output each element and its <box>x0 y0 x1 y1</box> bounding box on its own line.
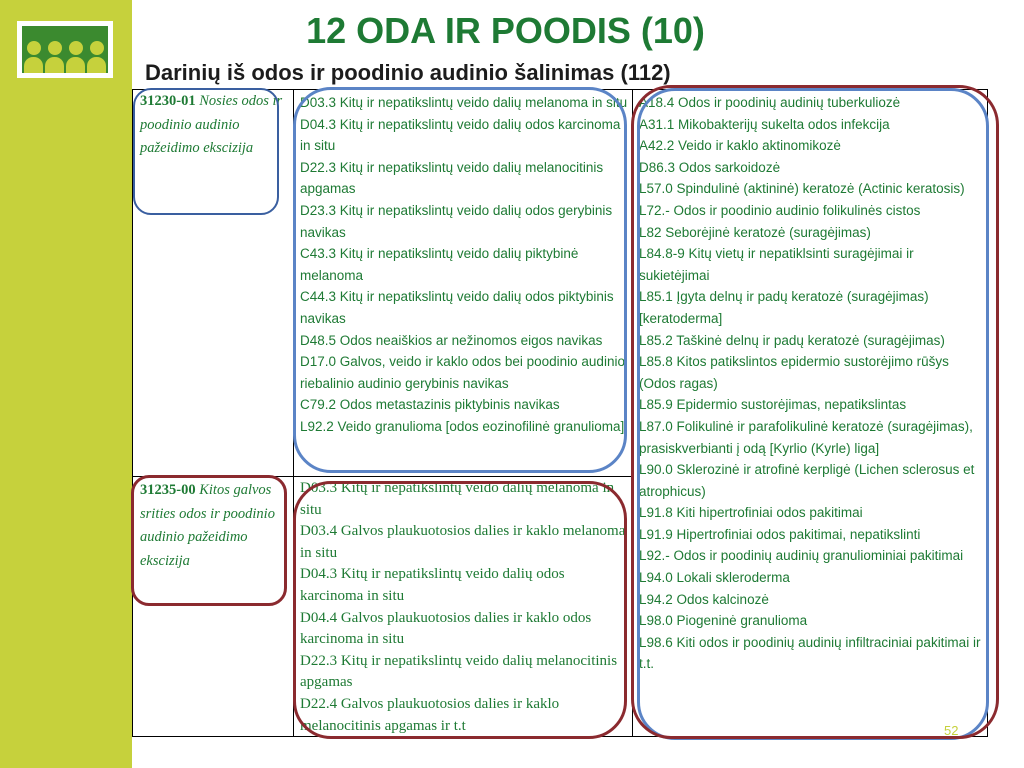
diagnosis-item: C43.3 Kitų ir nepatikslintų veido dalių piktybinė melanoma <box>300 246 579 283</box>
diagnosis-item: L82 Seborėjinė keratozė (suragėjimas) <box>639 224 871 240</box>
diagnosis-item: L98.6 Kiti odos ir poodinių audinių infiltraciniai pakitimai ir t.t. <box>639 634 981 672</box>
diagnosis-item: A31.1 Mikobakterijų sukelta odos infekcija <box>639 116 890 132</box>
diagnosis-item: L92.- Odos ir poodinių audinių granuliominiai pakitimai <box>639 548 964 564</box>
highlight-ring-blue <box>133 88 279 215</box>
procedure-name: Nosies odos ir poodinio audinio pažeidimo ekscizija <box>140 93 283 156</box>
diagnosis-item: D04.3 Kitų ir nepatikslintų veido dalių odos karcinoma in situ <box>300 566 565 604</box>
diagnosis-item: L57.0 Spindulinė (aktininė) keratozė (Actinic keratosis) <box>639 181 965 197</box>
procedure-code: 31235-00 <box>140 482 196 498</box>
organization-logo <box>17 21 113 78</box>
diagnosis-item: D86.3 Odos sarkoidozė <box>639 159 781 175</box>
diagnosis-item: D03.3 Kitų ir nepatikslintų veido dalių melanoma in situ <box>300 480 615 518</box>
diagnosis-item: L92.2 Veido granulioma [odos eozinofilinė granulioma] <box>300 418 625 434</box>
diagnosis-item: D48.5 Odos neaiškios ar nežinomos eigos navikas <box>300 332 603 348</box>
diagnosis-item: L85.2 Taškinė delnų ir padų keratozė (suragėjimas) <box>639 332 945 348</box>
procedure-code: 31230-01 <box>140 93 196 109</box>
diagnosis-item: L85.8 Kitos patikslintos epidermio sustorėjimo rūšys (Odos ragas) <box>639 354 949 391</box>
highlight-ring-red <box>131 475 287 606</box>
diagnosis-item: L91.8 Kiti hipertrofiniai odos pakitimai <box>639 505 863 521</box>
diagnosis-item: L90.0 Sklerozinė ir atrofinė kerpligė (Lichen sclerosus et atrophicus) <box>639 462 975 499</box>
sidebar-accent <box>0 0 132 768</box>
diagnosis-item: L87.0 Folikulinė ir parafolikulinė keratozė (suragėjimas), prasiskverbianti į odą [Kyrlio (Kyrle) liga] <box>639 418 973 456</box>
diagnosis-item: D17.0 Galvos, veido ir kaklo odos bei poodinio audinio riebalinio audinio gerybinis navikas <box>300 354 625 391</box>
diagnosis-item: L94.0 Lokali skleroderma <box>639 570 790 586</box>
diagnosis-item: L85.1 Įgyta delnų ir padų keratozė (suragėjimas) [keratoderma] <box>639 289 929 326</box>
slide-subtitle: Darinių iš odos ir poodinio audinio šalinimas (112) <box>145 60 671 85</box>
diagnosis-item: D04.4 Galvos plaukuotosios dalies ir kaklo odos karcinoma in situ <box>300 609 592 648</box>
diagnosis-item: L84.8-9 Kitų vietų ir nepatiklsinti suragėjimai ir sukietėjimai <box>639 246 914 283</box>
diagnosis-item: D22.4 Galvos plaukuotosios dalies ir kaklo melanocitinis apgamas ir t.t <box>300 695 560 734</box>
highlight-ring-red <box>293 481 627 739</box>
people-logo-icon <box>22 26 108 73</box>
diagnosis-item: D03.4 Galvos plaukuotosios dalies ir kaklo melanoma in situ <box>300 523 626 561</box>
diagnosis-item: C44.3 Kitų ir nepatikslintų veido dalių odos piktybinis navikas <box>300 289 614 326</box>
diagnosis-item: L98.0 Piogeninė granulioma <box>639 613 808 629</box>
diagnosis-item: A42.2 Veido ir kaklo aktinomikozė <box>639 138 841 154</box>
highlight-ring-red <box>631 85 999 739</box>
diagnosis-item: A18.4 Odos ir poodinių audinių tuberkuliozė <box>639 95 901 110</box>
diagnosis-item: L85.9 Epidermio sustorėjimas, nepatikslintas <box>639 397 907 413</box>
diagnosis-item: L91.9 Hipertrofiniai odos pakitimai, nepatikslinti <box>639 526 921 542</box>
slide-title: 12 ODA IR POODIS (10) <box>306 10 705 51</box>
diagnosis-item: C79.2 Odos metastazinis piktybinis navikas <box>300 397 560 413</box>
diagnosis-item: D22.3 Kitų ir nepatikslintų veido dalių melanocitinis apgamas <box>300 159 604 197</box>
diagnosis-item: D22.3 Kitų ir nepatikslintų veido dalių melanocitinis apgamas <box>300 652 618 691</box>
highlight-ring-blue <box>293 87 627 473</box>
diagnosis-item: L94.2 Odos kalcinozė <box>639 591 769 607</box>
diagnosis-item: D03.3 Kitų ir nepatikslintų veido dalių melanoma in situ <box>300 95 628 110</box>
diagnosis-item: L72.- Odos ir poodinio audinio folikulinės cistos <box>639 202 921 218</box>
page-number: 52 <box>944 723 959 738</box>
diagnosis-item: D23.3 Kitų ir nepatikslintų veido dalių odos gerybinis navikas <box>300 202 613 240</box>
procedure-name: Kitos galvos srities odos ir poodinio audinio pažeidimo ekscizija <box>140 482 275 569</box>
diagnosis-item: D04.3 Kitų ir nepatikslintų veido dalių odos karcinoma in situ <box>300 116 621 154</box>
